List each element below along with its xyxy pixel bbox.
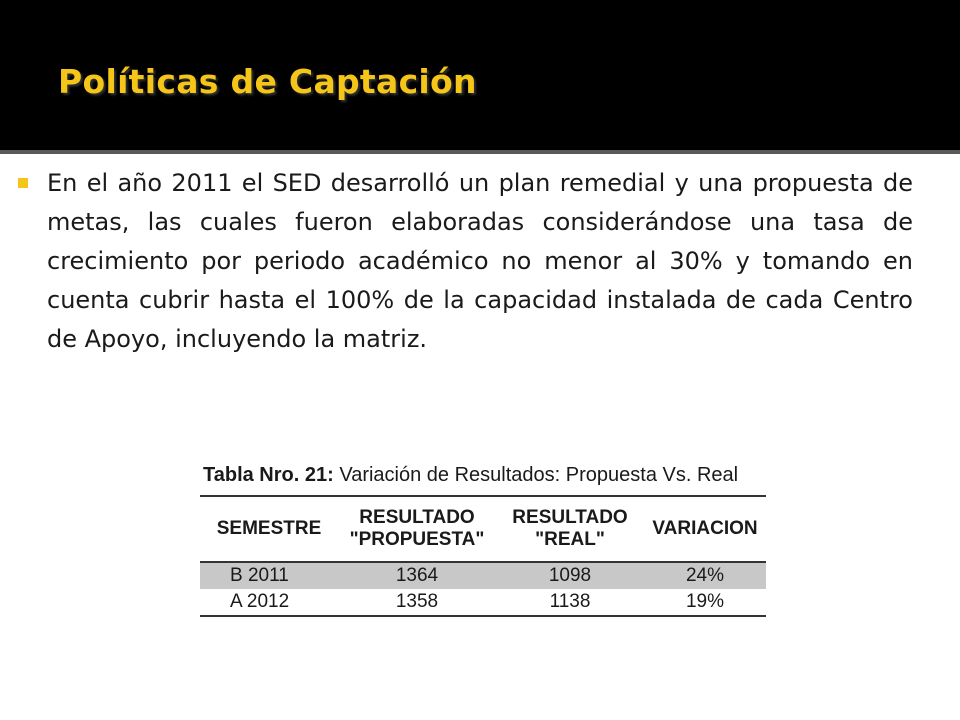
cell-variacion: 24% xyxy=(644,562,766,589)
cell-real: 1138 xyxy=(549,591,591,612)
title-band xyxy=(0,0,960,150)
table-caption xyxy=(203,464,766,487)
cell-semestre: A 2012 xyxy=(230,591,290,612)
header-real-line1: RESULTADO xyxy=(512,507,628,528)
table-caption-text: Variación de Resultados: Propuesta Vs. Real xyxy=(333,464,739,486)
header-propuesta-line2: "PROPUESTA" xyxy=(349,529,485,550)
bullet-text: En el año 2011 el SED desarrolló un plan remedial y una propuesta de metas, las cuales fueron elaboradas considerándose una tasa de crecimiento por periodo académico no menor al 30% y tomando en cuenta cubrir hasta el 100% de la capacidad instalada de cada Centro de Apoyo, incluyendo la matriz. xyxy=(47,169,913,353)
slide-title: Políticas de Captación xyxy=(58,62,477,101)
cell-propuesta: 1358 xyxy=(395,591,439,612)
square-bullet-icon xyxy=(18,178,28,188)
cell-semestre: B 2011 xyxy=(200,562,338,589)
title-divider xyxy=(0,150,960,154)
header-variacion: VARIACION xyxy=(652,518,758,539)
header-resultado-propuesta xyxy=(338,496,496,562)
table-caption-number: Tabla Nro. 21: xyxy=(203,464,334,486)
header-semestre: SEMESTRE xyxy=(216,518,322,539)
cell-real: 1098 xyxy=(496,562,644,589)
cell-propuesta: 1364 xyxy=(338,562,496,589)
header-propuesta-line1: RESULTADO xyxy=(359,507,475,528)
header-resultado-real xyxy=(496,496,644,562)
header-real-line2: "REAL" xyxy=(535,529,605,550)
table-header-row xyxy=(200,496,766,562)
table-row xyxy=(200,562,766,589)
table-row xyxy=(200,589,766,616)
results-table xyxy=(200,495,766,617)
cell-variacion: 19% xyxy=(685,591,725,612)
bullet-item xyxy=(18,164,913,359)
results-table-block xyxy=(200,464,766,617)
